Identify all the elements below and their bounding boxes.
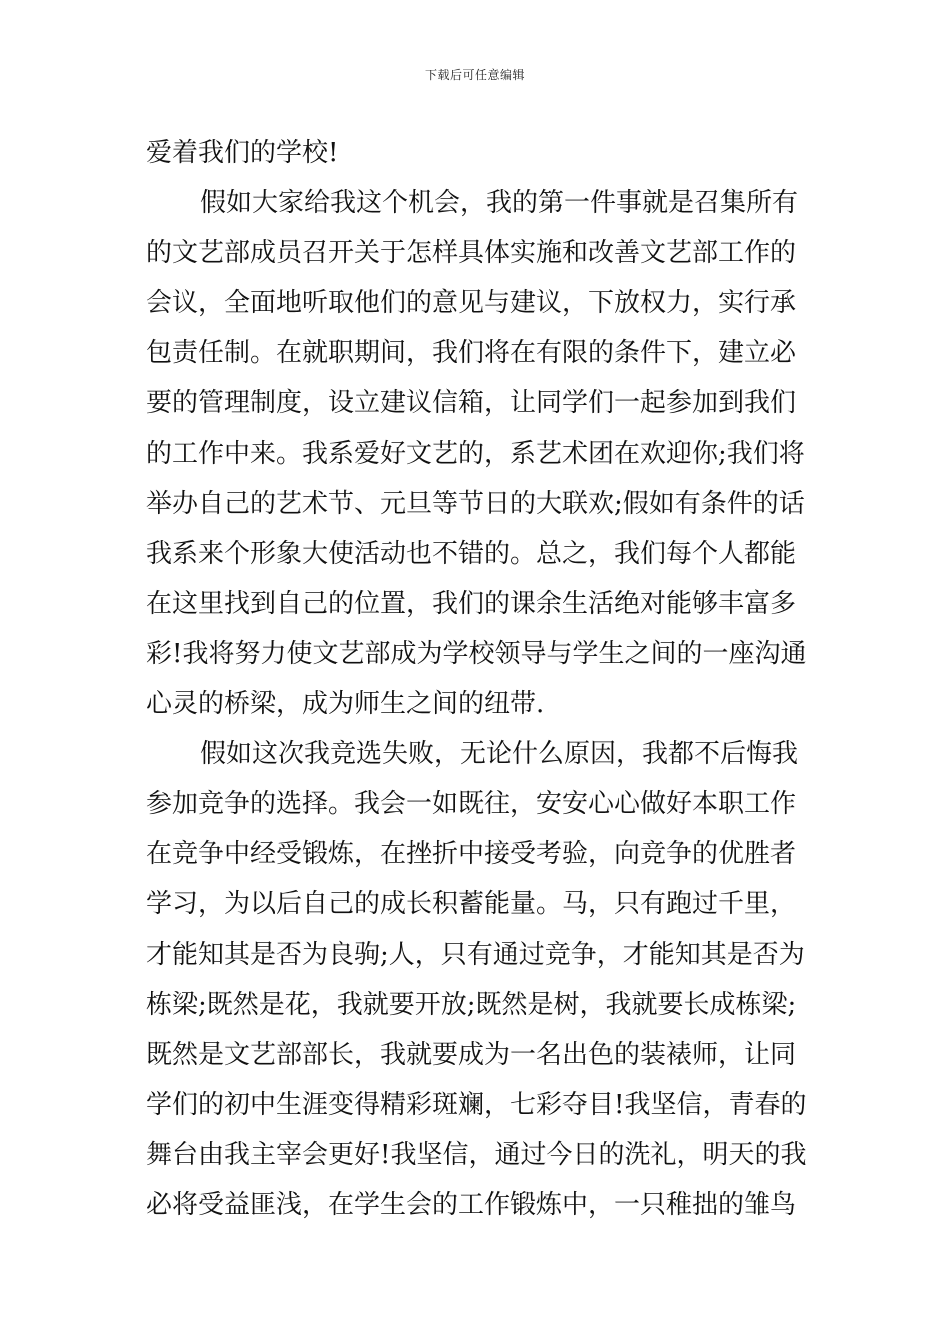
text-line: 心灵的桥梁，成为师生之间的纽带.: [146, 689, 545, 720]
paragraph-start-line: 假如大家给我这个机会，我的第一件事就是召集所有: [200, 188, 799, 219]
text-line: 包责任制。在就职期间，我们将在有限的条件下，建立必: [146, 338, 797, 369]
text-line: 舞台由我主宰会更好!我坚信，通过今日的洗礼，明天的我: [146, 1139, 807, 1170]
text-line: 才能知其是否为良驹;人，只有通过竞争，才能知其是否为: [146, 939, 805, 970]
text-line: 彩!我将努力使文艺部成为学校领导与学生之间的一座沟通: [146, 638, 807, 669]
text-line: 我系来个形象大使活动也不错的。总之，我们每个人都能: [146, 538, 797, 569]
text-line: 学们的初中生涯变得精彩斑斓，七彩夺目!我坚信，青春的: [146, 1089, 807, 1120]
text-line: 参加竞争的选择。我会一如既往，安安心心做好本职工作: [146, 789, 797, 820]
text-line: 在这里找到自己的位置，我们的课余生活绝对能够丰富多: [146, 588, 797, 619]
text-line: 的工作中来。我系爱好文艺的，系艺术团在欢迎你;我们将: [146, 438, 805, 469]
body-text: [146, 128, 811, 1230]
text-line: 会议，全面地听取他们的意见与建议，下放权力，实行承: [146, 288, 797, 319]
text-line: 在竞争中经受锻炼，在挫折中接受考验，向竞争的优胜者: [146, 839, 797, 870]
text-line: 举办自己的艺术节、元旦等节日的大联欢;假如有条件的话: [146, 488, 805, 519]
text-line: 爱着我们的学校!: [146, 138, 339, 168]
text-line: 的文艺部成员召开关于怎样具体实施和改善文艺部工作的: [146, 238, 797, 269]
text-line: 学习，为以后自己的成长积蓄能量。马，只有跑过千里，: [146, 889, 797, 920]
text-line: 栋梁;既然是花，我就要开放;既然是树，我就要长成栋梁;: [146, 989, 797, 1020]
text-line: 要的管理制度，设立建议信箱，让同学们一起参加到我们: [146, 388, 797, 419]
text-line: 既然是文艺部部长，我就要成为一名出色的装裱师，让同: [146, 1039, 797, 1070]
paragraph-start-line: 假如这次我竞选失败，无论什么原因，我都不后悔我: [200, 739, 799, 770]
text-line: 必将受益匪浅，在学生会的工作锻炼中，一只稚拙的雏鸟: [146, 1189, 797, 1220]
page-header: 下载后可任意编辑: [424, 68, 525, 82]
